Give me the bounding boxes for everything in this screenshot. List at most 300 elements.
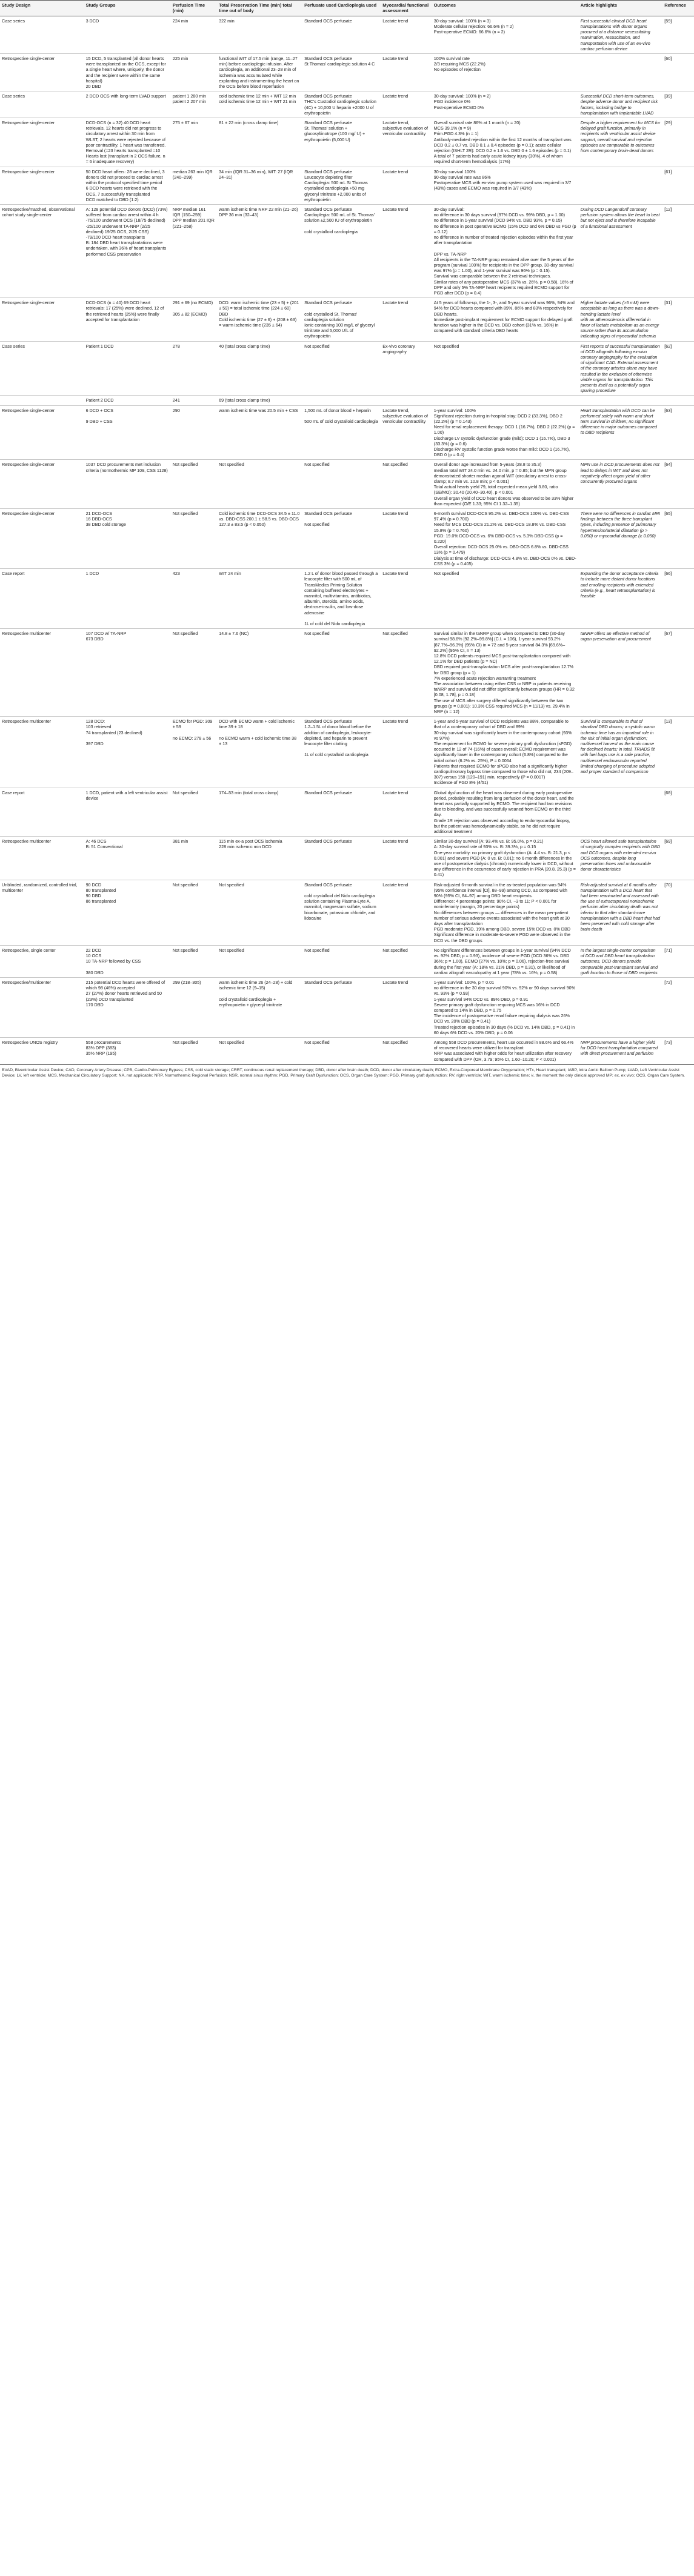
cell-outcomes (432, 717, 579, 788)
cell-perfusion-time (171, 717, 217, 788)
cell-study-design (0, 717, 84, 788)
cell-text: Case series (2, 18, 25, 24)
cell-text: At 5 years of follow-up, the 1-, 3-, and 5-year survival was 96%, 94% and 94% for DCD hearts compared with 89%, 86% and 83% respectively for DBD hearts. Immediate post-implant requirement for ECMO support for delayed graft function was higher in the DCD vs. DBD cohort (31% vs. 16%) in compared with standard criteria DBD hearts (433, 300, 575, 334)
cell-total-preservation-time (217, 945, 302, 977)
cell-outcomes (432, 629, 579, 717)
cell-article-highlights (579, 118, 663, 167)
cell-study-groups (84, 16, 171, 53)
cell-text: No significant differences between groups in 1-year survival (94% DCD vs. 92% DBD; p = 0.93), incidence of severe PGD (DCD 36% vs. DBD 36%; p = 1.00), ECMO (27% vs. 10%; p = 0.06), rejection-free survival during the first year (A: 18% vs. 21% DBD, p = 0.31), or likelihood of cardiac allograft vasculopathy at 1 year (78% vs. 16%, p = 0.58) (433, 947, 571, 975)
cell-text: 291 ± 69 (no ECMO) 305 ± 82 (ECMO) (172, 300, 213, 317)
header-perfusion-time: Perfusion Time (min) (171, 1, 217, 16)
cell-text: Standard OCS perfusate Cardioplegia: 500 mL of St. Thomas' solution ±2,500 IU of erythropoietin cold crystalloid cardioplegia (304, 206, 375, 234)
cell-text: Similar 30-day survival (A: 93.4% vs. B: 95.0%, p = 0.21) A: 30-day survival rate of 93% vs. B: 39.3%, p = 0.15 One-year mortality: no primary graft dysfunction (A: 4.4 vs. B: 21.3, p < 0.001) and severe PGD (A: 0 vs. B: 0.01); no 6 month differences in the use of postoperative dialysis (chronic) numerically lower in DCD, without any difference in the occurrence of early rejection in PRA (20.8, 25.3) (p = 0.41) (433, 838, 576, 878)
cell-text: Retrospective single-center (2, 511, 55, 517)
table-row (0, 977, 694, 1037)
cell-text: [29] (664, 120, 672, 126)
cell-functional-assessment (381, 16, 432, 53)
cell-outcomes (432, 16, 579, 53)
cell-text: Not specified (433, 571, 459, 577)
cell-text: There were no differences in cardiac MRI findings between the three transplant types, including presence of pulmonary hypertension/arterial dilatation (p > 0.050) or myocardial damage (≥ 0.050) (580, 511, 661, 539)
cell-reference (662, 341, 694, 396)
cell-text: 423 (172, 571, 180, 577)
cell-article-highlights (579, 837, 663, 880)
cell-text: Standard OCS perfusate (304, 789, 352, 795)
cell-text: 2 DCD OCS with long-term LVAD support (85, 93, 166, 99)
cell-text: warm ischemic time was 20.5 min + CSS (219, 407, 298, 413)
cell-perfusion-time (171, 167, 217, 204)
cell-text: Not specified (304, 343, 330, 349)
cell-text: 1-year survival: 100% Significant rejection during in-hospital stay: DCD 2 (33.3%), DBD 2 (22.2%) (p = 0.143) Need for renal replacement therapy: DCD 1 (16.7%), DBD 2 (22.2%) (p = 1.00) Discharge LV systolic dysfunction grade (mild): DCD 1 (16.7%), DBD 3 (33.3%) (p = 0.6) Discharge RV systolic function grade worse than mild: DCD 1 (16.7%), DBD 0 (p = 0.4) (433, 407, 575, 458)
cell-reference (662, 788, 694, 837)
cell-text: [66] (664, 571, 672, 577)
cell-perfusion-time (171, 204, 217, 297)
table-row (0, 16, 694, 53)
study-table (0, 0, 694, 1064)
cell-text: [71] (664, 947, 672, 953)
cell-text: Not specified (304, 1039, 330, 1045)
cell-article-highlights (579, 788, 663, 837)
cell-perfusate-used (302, 880, 381, 945)
cell-article-highlights (579, 167, 663, 204)
cell-text: Standard OCS perfusate (304, 18, 352, 24)
cell-total-preservation-time (217, 204, 302, 297)
cell-study-groups (84, 509, 171, 569)
cell-text: 1 DCD, patient with a left ventricular assist device (85, 789, 168, 801)
cell-text: [73] (664, 1039, 672, 1045)
cell-text: 90 DCD 80 transplanted 90 DBD 86 transplanted (85, 881, 116, 905)
cell-text: Successful DCD short-term outcomes, despite adverse donor and recipient risk factors, including bridge to transplantation with implantable LVAD (580, 93, 658, 116)
header-row (0, 1, 694, 16)
cell-functional-assessment (381, 91, 432, 118)
cell-perfusion-time (171, 16, 217, 53)
cell-text: [68] (664, 789, 672, 795)
cell-text: ECMO for PGD: 309 ± 59 no ECMO: 278 ± 56 (172, 719, 213, 741)
cell-reference (662, 880, 694, 945)
cell-perfusate-used (302, 977, 381, 1037)
table-row (0, 54, 694, 91)
cell-text: First successful clinical DCD heart transplantations with donor organs procured at a distance necessitating reanimation, resuscitation, and transportation with use of an ex-vivo cardiac perfusion device (580, 18, 650, 51)
cell-outcomes (432, 945, 579, 977)
cell-text: 1-year survival: 100%, p = 0.01 no difference in the 30 day survival 90% vs. 92% or 90 days survival 90% vs. 93% (p = 0.93) 1-year survival 94% DCD vs. 89% DBD, p = 0.91 Severe primary graft dysfunction requiring MCS was 16% in DCD compared to 14% in DBD, p = 0.75 The incidence of postoperative renal failure requiring dialysis was 26% DCD vs. 20% DBD (p = 0.41) Treated rejection episodes in 30 days (% DCD vs. 14% DBD, p = 0.41) in 60 days 6% DCD vs. 20% DBD, p = 0.06 (433, 979, 575, 1035)
table-row (0, 118, 694, 167)
cell-perfusion-time (171, 977, 217, 1037)
table-row (0, 1037, 694, 1064)
table-row (0, 91, 694, 118)
cell-text: Case report (2, 789, 25, 795)
cell-text: Lactate trend (382, 168, 409, 174)
cell-reference (662, 977, 694, 1037)
cell-functional-assessment (381, 569, 432, 629)
cell-text: Retrospective single-center (2, 462, 55, 468)
cell-total-preservation-time (217, 788, 302, 837)
cell-outcomes (432, 788, 579, 837)
cell-text: 381 min (172, 838, 189, 845)
cell-text: Lactate trend (382, 18, 409, 24)
cell-text: [12] (664, 206, 672, 212)
cell-text: Cold ischemic time DCD-OCS 34.5 ± 11.0 vs. DBD-CSS 200.1 ± 58.5 vs. DBD-OCS 127.3 ± 83.5 (p < 0.050) (219, 511, 300, 528)
cell-perfusion-time (171, 788, 217, 837)
cell-total-preservation-time (217, 16, 302, 53)
cell-text: 3 DCD (85, 18, 99, 24)
cell-study-groups (84, 91, 171, 118)
cell-text: 30-day survival: 100% (n = 2) PGD incidence 0% Post-operative ECMO 0% (433, 93, 491, 110)
cell-text: Lactate trend (382, 789, 409, 795)
cell-total-preservation-time (217, 91, 302, 118)
cell-perfusate-used (302, 298, 381, 341)
cell-text: Standard OCS perfusate THC's Custodiol cardioplegic solution (4C) + 10,000 U heparin +2000 U of erythropoietin (304, 93, 376, 116)
cell-functional-assessment (381, 717, 432, 788)
cell-article-highlights (579, 509, 663, 569)
cell-article-highlights (579, 977, 663, 1037)
cell-text: Retrospective/matched, observational cohort study single-center (2, 206, 75, 218)
cell-article-highlights (579, 1037, 663, 1064)
header-reference: Reference (662, 1, 694, 16)
cell-text: Standard OCS perfusate Not specified (304, 511, 352, 528)
cell-study-design (0, 945, 84, 977)
cell-perfusion-time (171, 509, 217, 569)
header-outcomes: Outcomes (432, 1, 579, 16)
cell-text: Retrospective single-center (2, 407, 55, 413)
cell-text: 278 (172, 343, 180, 349)
cell-text: 30-day survival: 100% (n = 3) Moderate cellular rejection: 66.6% (n = 2) Post-operative ECMO: 66.6% (n = 2) (433, 18, 514, 35)
cell-article-highlights (579, 405, 663, 460)
cell-study-design (0, 204, 84, 297)
cell-text: functional WIT of 17.5 min (range, 11–27 min) before cardioplegic infusion. After cardioplegia, an additional 23–28 min of ischemia was accumulated while explanting and instrumenting the heart on the OCS before blood reperfusion (219, 56, 299, 90)
cell-outcomes (432, 204, 579, 297)
cell-perfusion-time (171, 405, 217, 460)
cell-article-highlights (579, 204, 663, 297)
cell-text: 299 (218–305) (172, 979, 201, 985)
cell-outcomes (432, 396, 579, 405)
cell-text: [31] (664, 300, 672, 306)
cell-text: [64] (664, 462, 672, 468)
cell-study-design (0, 298, 84, 341)
cell-text: Not specified (382, 631, 408, 637)
cell-text: [62] (664, 343, 672, 349)
cell-functional-assessment (381, 629, 432, 717)
header-functional-assessment: Myocardial functional assessment (381, 1, 432, 16)
cell-text: 128 DCD: 103 retrieved 74 transplanted (23 declined) 397 DBD (85, 719, 142, 746)
cell-reference (662, 298, 694, 341)
cell-outcomes (432, 1037, 579, 1064)
cell-study-groups (84, 54, 171, 91)
cell-total-preservation-time (217, 460, 302, 509)
cell-text: Patient 2 DCD (85, 397, 114, 403)
cell-text: [60] (664, 56, 672, 62)
cell-reference (662, 54, 694, 91)
cell-text: 81 ± 22 min (cross clamp time) (219, 120, 279, 126)
cell-text: Overall survival rate 86% at 1 month (n = 20) MCS 39.1% (n = 9) Prim.PGD 4.3% (n = 1) Antibody-mediated rejection within the first 12 months of transplant was DCD 0.2 ± 0.7 vs. DBD 0.1 ± 0.4 episodes (p = 0.1); acute cellular rejection (ISHLT 2R): DCD 0.2 ± 1.6 vs. DBD 0 ± 1.6 episodes (p = 0.1) A total of 7 patients had early acute kidney injury (30%), 4 of whom required short-term hemodialysis (17%) (433, 120, 572, 165)
cell-perfusion-time (171, 1037, 217, 1064)
cell-text: Standard OCS perfusate cold crystalloid del Nido cardioplegia solution containing Plasma-Lyte A, mannitol, magnesium sulfate, sodium bicarbonate, potassium chloride, and lidocaine (304, 881, 376, 921)
cell-study-design (0, 629, 84, 717)
cell-text: OCS heart allowed safe transplantation of surgically complex recipients with DBD and DCD organs with extended ex-vivo OCS outcomes, despite long preservation times and unfavourable donor characteristics (580, 838, 661, 872)
cell-text: 215 potential DCD hearts were offered of which 98 (46%) accepted 27 (27%) donor hearts retrieved and 50 (23%) DCD transplanted 170 DBD (85, 979, 165, 1007)
cell-text: Standard OCS perfusate Leucocyte depleting filter Cardioplegia: 500 mL St Thomas crystalloid cardioplegia +50 mg glyceryl trinitrate +2,000 units of erythropoietin (304, 168, 368, 202)
cell-functional-assessment (381, 204, 432, 297)
cell-text: Not specified (304, 631, 330, 637)
cell-outcomes (432, 91, 579, 118)
table-row (0, 167, 694, 204)
cell-article-highlights (579, 569, 663, 629)
cell-text: Lactate trend (382, 838, 409, 845)
cell-perfusate-used (302, 837, 381, 880)
cell-functional-assessment (381, 298, 432, 341)
cell-text: 30-day survival: no difference in 30 days survival (97% DCD vs. 99% DBD, p = 1.00) no difference in 1-year survival (DCD 94% vs. DBD 93%, p = 0.15) no difference in post operative ECMO (15% DCD and 6% DBD vs PGD (p = 0.12) no difference in number of treated rejection episodes within the first year after transplantation DPP vs. TA-NRP All recipients in the TA-NRP group remained alive over the 5 years of the program (survival 100%) for recipients in the DPP group, 30-day survival was 97% (p = 1.00), and 1-year survival was 96% (p = 0.15). Survival was comparable between the 2 retrieval techniques. Similar rates of any postoperative MCS (37% vs. 26%, p = 0.58), 16% of DPP and only 5% TA-NRP heart recipients required ECMO support for PGD after DCD (p = 0.4) (433, 206, 576, 296)
cell-text: 225 min (172, 56, 189, 62)
cell-text: Retrospective multicenter (2, 838, 52, 845)
cell-text: Lactate trend, subjective evaluation of ventricular contractility (382, 407, 428, 425)
cell-text: 1.2 L of donor blood passed through a leucocyte filter with 500 mL of TransMedics Priming Solution containing buffered electrolytes + mannitol, multivitamins, antibiotics, albumin, steroids, amino acids, dextrose-insulin, and low-dose adenosine 1L of cold del Nido cardioplegia (304, 571, 378, 626)
table-body (0, 16, 694, 1064)
table-row (0, 788, 694, 837)
cell-text: [39] (664, 93, 672, 99)
cell-study-design (0, 837, 84, 880)
cell-total-preservation-time (217, 54, 302, 91)
cell-study-groups (84, 788, 171, 837)
cell-study-groups (84, 629, 171, 717)
cell-perfusion-time (171, 629, 217, 717)
cell-total-preservation-time (217, 118, 302, 167)
cell-perfusion-time (171, 341, 217, 396)
cell-perfusate-used (302, 91, 381, 118)
cell-text: Retrospective/multicenter (2, 979, 52, 985)
cell-text: 30-day survival 100% 90-day survival rate was 86% Postoperative MCS with ex-vivo pump system used was required in 3/7 (43%) cases and ECMO was required in 3/7 (43%) (433, 168, 572, 191)
cell-total-preservation-time (217, 629, 302, 717)
cell-text: Not specified (382, 462, 408, 468)
cell-study-groups (84, 977, 171, 1037)
cell-reference (662, 396, 694, 405)
table-row (0, 405, 694, 460)
cell-text: Not specified (382, 1039, 408, 1045)
cell-study-design (0, 1037, 84, 1064)
cell-functional-assessment (381, 167, 432, 204)
cell-article-highlights (579, 880, 663, 945)
cell-text: Not specified (172, 881, 198, 888)
cell-functional-assessment (381, 977, 432, 1037)
cell-text: 1 DCD (85, 571, 99, 577)
cell-text: Not specified (219, 1039, 244, 1045)
cell-total-preservation-time (217, 880, 302, 945)
cell-total-preservation-time (217, 509, 302, 569)
cell-text: Among 558 DCD procurements, heart use occurred in 88.6% and 66.4% of recovered hearts were utilized for transplant NRP was associated with higher odds for heart utilization after recovery compared with DPP (OR, 3.79; 95% CI, 1.60–10.26; P < 0.001) (433, 1039, 574, 1062)
cell-reference (662, 460, 694, 509)
cell-text: Survival similar in the taNRP group when compared to DBD (30-day survival 98.6% [92.2%–99.8%] (C.I. = 106), 1-year survival 93.2% [87.7%–96.3%] (95% CI) in = 72 and 5-year survival 84.3% [69.6%–92.2%] (95% CI, n = 13) 12.8% DCD patients required MCS post-transplantation compared with 12.1% for DBD patients (p = NC) DBD required post-transplantation MCS after post-transplantation 12.7% for DBD group (p = 1) 7% experienced acute rejection warranting treatment The association between using either CSS or NRP in patients receiving taNRP and survival did not differ significantly between groups (HR = 0.32 [0.08, 1.78], p = 0.18) The use of MCS after surgery differed significantly between the two groups (p = 0.001): 10.3% CSS required MCS (n = 11/13) vs. 29.4% in NRP (n = 12) (433, 631, 575, 714)
cell-text: 6 DCD + OCS 9 DBD + CSS (85, 407, 113, 425)
cell-text: Despite a higher requirement for MCS for delayed graft function, primarily in recipients with ventricular assist device support, overall survival and rejection episodes are comparable to outcomes from contemporary brain-dead donors (580, 120, 661, 154)
cell-text: Lactate trend, subjective evaluation of ventricular contractility (382, 120, 428, 137)
cell-study-design (0, 569, 84, 629)
cell-perfusate-used (302, 945, 381, 977)
cell-perfusion-time (171, 54, 217, 91)
cell-reference (662, 509, 694, 569)
cell-study-groups (84, 460, 171, 509)
table-row (0, 629, 694, 717)
table-row (0, 717, 694, 788)
cell-text: Lactate trend (382, 979, 409, 985)
cell-text: Lactate trend (382, 93, 409, 99)
table-footnote: BVAD, Biventricular Assist Device; CAD, Coronary Artery Disease; CPB, Cardio-Pulmonary Bypass; CSS, cold static storage; CRRT, continuous renal replacement therapy; DBD, donor after brain death; DCD, donor after circulatory death; ECMO, Extra-Corporeal Membrane Oxygenation; HTx, Heart transplant; IABP, Intra Aortic Balloon Pump; LVAD, Left Ventricular Assist Device; LV, left ventricle; MCS, Mechanical Circulatory Support; NA, not applicable; NRP, Normothermic Regional Perfusion; NSR, normal sinus rhythm; PGD, Primary Graft Dysfunction; OCS, Organ Care System; PGD, Primary graft dysfunction; RV, right ventricle; WIT, warm ischemic time; #, the moment the only clinical approved MP; ex, ex vivo; OCS, Organ Care System. (0, 1064, 694, 1081)
cell-functional-assessment (381, 341, 432, 396)
cell-article-highlights (579, 396, 663, 405)
cell-text: taNRP offers an effective method of organ preservation and procurement (580, 631, 651, 642)
header-perfusate-used: Perfusate used Cardioplegia used (302, 1, 381, 16)
table-row (0, 509, 694, 569)
cell-text: Retrospective, single center (2, 947, 56, 953)
cell-text: Standard OCS perfusate St. Thomas' solution + glucosyl/inotrope (100 mg/ U) + erythropoietin (5,000 U) (304, 120, 365, 142)
cell-text: 40 (total cross clamp time) (219, 343, 270, 349)
cell-study-groups (84, 118, 171, 167)
cell-outcomes (432, 298, 579, 341)
cell-text: Case series (2, 343, 25, 349)
header-article-highlights: Article highlights (579, 1, 663, 16)
cell-study-design (0, 977, 84, 1037)
cell-outcomes (432, 569, 579, 629)
cell-perfusate-used (302, 54, 381, 91)
cell-outcomes (432, 405, 579, 460)
cell-article-highlights (579, 629, 663, 717)
cell-text: 174–53 min (total cross clamp) (219, 789, 279, 795)
cell-study-design (0, 16, 84, 53)
cell-text: DCD-OCS (n = 40) 69 DCD heart retrievals: 17 (25%) were declined, 12 of the retrieved hearts (25%) were finally accepted for transplantation (85, 300, 164, 322)
cell-text: 322 min (219, 18, 235, 24)
cell-text: Not specified (219, 462, 244, 468)
cell-text: 100% survival rate 2/3 requiring MCS (22.2%) No episodes of rejection (433, 56, 485, 73)
cell-text: Case report (2, 571, 25, 577)
cell-text: Standard OCS perfusate (304, 979, 352, 985)
cell-outcomes (432, 509, 579, 569)
cell-text: median 263 min IQR (240–299) (172, 168, 213, 180)
cell-outcomes (432, 167, 579, 204)
table-row (0, 341, 694, 396)
cell-text: patient 1 280 min patient 2 207 min (172, 93, 206, 105)
cell-text: Risk-adjusted 6-month survival in the as-treated population was 94% (95% confidence interval [CI], 88–99) among DCD, as compared with 90% (95% CI, 84–97) among DBD heart recipients. Difference: 4 percentage points; 90% CI, −3 to 11; P < 0.001 for noninferiority (margin, 20 percentage points) No differences between groups — differences in the mean per-patient number of serious adverse events associated with the heart graft at 30 days after transplantation PGD moderate PGD, 19% among DBD, severe 15% DCD vs. 0% DBD Significant difference in moderate-to-severe PGD were observed in the DCD vs. the DBD groups (433, 881, 571, 943)
cell-text: [61] (664, 168, 672, 174)
cell-study-groups (84, 298, 171, 341)
cell-reference (662, 1037, 694, 1064)
cell-text: 241 (172, 397, 180, 403)
cell-text: NRP procurements have a higher yield for DCD heart transplantation compared with direct procurement and perfusion (580, 1039, 658, 1057)
cell-study-groups (84, 396, 171, 405)
cell-functional-assessment (381, 396, 432, 405)
cell-text: Retrospective single-center (2, 168, 55, 174)
cell-total-preservation-time (217, 405, 302, 460)
cell-functional-assessment (381, 118, 432, 167)
cell-text: Not specified (219, 881, 244, 888)
cell-outcomes (432, 341, 579, 396)
cell-study-design (0, 788, 84, 837)
cell-text: DCD with ECMO warm + cold ischemic time 39 ± 18 no ECMO warm + cold ischemic time 38 ± 13 (219, 719, 297, 746)
cell-reference (662, 945, 694, 977)
cell-text: 115 min ex-a post OCS ischemia 228 min ischemic min DCD (219, 838, 282, 850)
cell-total-preservation-time (217, 717, 302, 788)
cell-outcomes (432, 880, 579, 945)
cell-perfusate-used (302, 460, 381, 509)
cell-functional-assessment (381, 405, 432, 460)
cell-text: Not specified (172, 789, 198, 795)
cell-text: Not specified (172, 1039, 198, 1045)
cell-text: [63] (664, 407, 672, 413)
cell-text: Risk-adjusted survival at 6 months after transplantation with a DCD heart that had been reanimated and assessed with the use of extracorporeal nonischemic perfusion after circulatory death was not inferior to that after standard-care transplantation with a DBD heart that had been preserved with cold storage after brain death (580, 881, 661, 932)
header-study-design: Study Design (0, 1, 84, 16)
cell-study-design (0, 167, 84, 204)
cell-text: Lactate trend (382, 511, 409, 517)
header-total-preservation-time: Total Preservation Time (min) total time out of body (217, 1, 302, 16)
cell-outcomes (432, 460, 579, 509)
cell-perfusate-used (302, 204, 381, 297)
cell-study-design (0, 880, 84, 945)
table-row (0, 945, 694, 977)
cell-study-design (0, 54, 84, 91)
cell-text: Expanding the donor acceptance criteria to include more distant donor locations and enrolling recipients with extended criteria (e.g., heart retransplantation) is feasible (580, 571, 659, 599)
cell-text: In the largest single-center comparison of DCD and DBD heart transplantation outcomes, DCD donors provide comparable post-transplant survival and graft function to those of DBD recipients (580, 947, 658, 975)
cell-total-preservation-time (217, 1037, 302, 1064)
cell-reference (662, 167, 694, 204)
cell-study-groups (84, 837, 171, 880)
cell-text: [13] (664, 719, 672, 725)
cell-text: [72] (664, 979, 672, 985)
cell-study-design (0, 91, 84, 118)
cell-text: [69] (664, 838, 672, 845)
cell-perfusate-used (302, 396, 381, 405)
cell-perfusate-used (302, 629, 381, 717)
cell-text: WIT 24 min (219, 571, 241, 577)
cell-perfusate-used (302, 118, 381, 167)
table-row (0, 569, 694, 629)
cell-total-preservation-time (217, 167, 302, 204)
cell-text: 290 (172, 407, 180, 413)
cell-perfusate-used (302, 717, 381, 788)
cell-text: 224 min (172, 18, 189, 24)
cell-outcomes (432, 977, 579, 1037)
cell-text: DCD: warm ischemic time (23 ± 5) + (201 ± 59) = total ischemic time (224 ± 60) DBD Cold ischemic time (27 ± 6) + (208 ± 63) = warm ischemic time (235 ± 64) (219, 300, 299, 328)
cell-text: 50 DCD heart offers: 28 were declined, 3 donors did not proceed to cardiac arrest within the protocol specified time period 6 DCD hearts were retrieved with the OCS, 7 successfully transplanted DCD matched to DBD (1:2) (85, 168, 165, 202)
cell-reference (662, 717, 694, 788)
cell-text: Not specified (304, 947, 330, 953)
cell-text: Standard OCS perfusate (304, 838, 352, 845)
cell-functional-assessment (381, 837, 432, 880)
cell-text: 275 ± 67 min (172, 120, 198, 126)
cell-text: NRP median 161 IQR (150–259) DPP median 201 IQR (221–258) (172, 206, 215, 229)
cell-text: Retrospective single-center (2, 120, 55, 126)
cell-perfusion-time (171, 569, 217, 629)
table-row (0, 837, 694, 880)
cell-study-design (0, 118, 84, 167)
cell-text: Lactate trend (382, 56, 409, 62)
cell-text: 107 DCD w/ TA-NRP 673 DBD (85, 631, 127, 642)
cell-text: A: 46 DCS B: 51 Conventional (85, 838, 123, 850)
cell-text: Standard OCS perfusate 1.2–1.5L of donor blood before the addition of cardioplegia, leukocyte-depleted, and heparin to prevent leucocyte filter clotting 1L of cold crystalloid cardioplegia (304, 719, 372, 758)
cell-perfusate-used (302, 167, 381, 204)
cell-total-preservation-time (217, 298, 302, 341)
cell-article-highlights (579, 341, 663, 396)
cell-text: Not specified (172, 511, 198, 517)
cell-text: DCD-OCS (n = 32) 40 DCD heart retrievals, 12 hearts did not progress to circulatory arrest within 30 min from WLST, 2 hearts were rejected because of poor contractility, 1 heart was transferred. Removal (=23 hearts transplanted =10 Hearts lost (transplant in 2 OCS failure, n = 6 inadequate recovery) (85, 120, 166, 165)
cell-perfusate-used (302, 509, 381, 569)
cell-text: 34 min (IQR 31–36 min), WIT: 27 (IQR 24–31) (219, 168, 293, 180)
cell-functional-assessment (381, 509, 432, 569)
cell-text: Lactate trend (382, 300, 409, 306)
cell-perfusion-time (171, 298, 217, 341)
cell-text: [67] (664, 631, 672, 637)
cell-text: Not specified (219, 947, 244, 953)
cell-text: Retrospective UNOS registry (2, 1039, 58, 1045)
cell-perfusate-used (302, 341, 381, 396)
cell-total-preservation-time (217, 569, 302, 629)
cell-text: Retrospective single-center (2, 300, 55, 306)
header-study-groups: Study Groups (84, 1, 171, 16)
cell-functional-assessment (381, 1037, 432, 1064)
